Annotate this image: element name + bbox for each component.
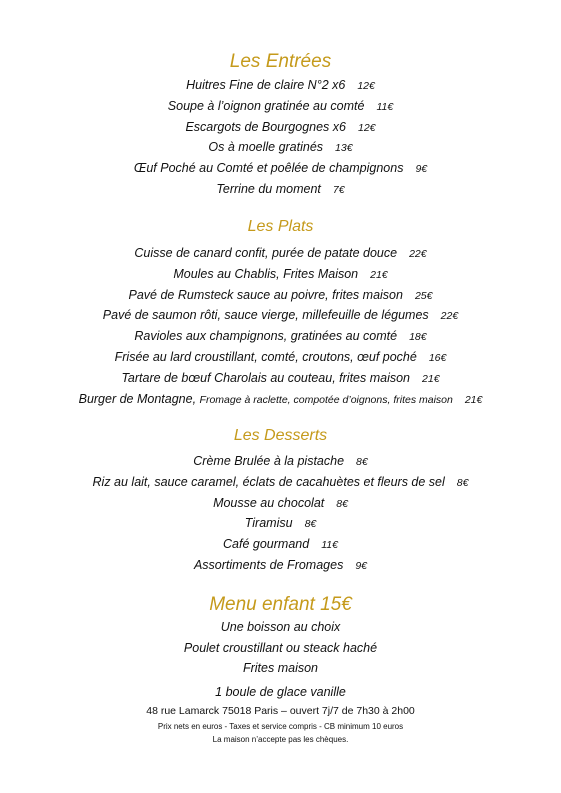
menu-item: Poulet croustillant ou steack haché (183, 640, 378, 655)
menu-item (0, 326, 561, 347)
item-name: Riz au lait, sauce caramel, éclats de cacahuètes et fleurs de sel (92, 474, 445, 489)
item-name: Escargots de Bourgognes x6 (185, 119, 346, 134)
item-detail: Fromage à raclette, compotée d’oignons, frites maison (199, 393, 453, 406)
item-price: 12€ (357, 80, 375, 92)
item-price: 11€ (376, 100, 394, 113)
menu-item (0, 368, 561, 389)
menu-item (0, 493, 561, 514)
section-title-menu-enfant: Menu enfant 15€ (209, 594, 352, 615)
item-name: Crème Brulée à la pistache (193, 454, 345, 468)
menu-item (0, 117, 561, 138)
item-price: 21€ (370, 268, 388, 281)
item-name: Moules au Chablis, Frites Maison (173, 266, 359, 281)
item-price: 9€ (355, 559, 368, 572)
item-price: 9€ (415, 163, 428, 176)
menu-item (0, 264, 561, 285)
item-name: Huitres Fine de claire N°2 x6 (186, 78, 346, 92)
item-name: Terrine du moment (216, 181, 321, 196)
item-name: Frisée au lard croustillant, comté, croutons, œuf poché (114, 349, 417, 364)
item-price: 22€ (409, 248, 427, 260)
item-name: Tartare de bœuf Charolais au couteau, frites maison (121, 370, 411, 385)
section-title-entrees: Les Entrées (229, 51, 332, 72)
item-name: Œuf Poché au Comté et poêlée de champignons (133, 161, 404, 176)
section-title-desserts: Les Desserts (233, 427, 328, 444)
menu-item (0, 555, 561, 576)
item-price: 8€ (304, 518, 317, 531)
item-price: 8€ (336, 497, 348, 510)
item-name: Assortiments de Fromages (193, 557, 344, 572)
desserts-list (0, 451, 561, 576)
entrees-list (0, 75, 561, 200)
item-price: 12€ (358, 121, 376, 134)
item-name: Mousse au chocolat (213, 495, 325, 510)
legal-notice: Prix nets en euros - Taxes et service compris - CB minimum 10 euros (157, 722, 404, 731)
menu-item (0, 158, 561, 179)
menu-item: Frites maison (242, 661, 319, 675)
menu-item: 1 boule de glace vanille (215, 684, 346, 699)
menu-item (0, 179, 561, 200)
item-name: Cuisse de canard confit, purée de patate douce (134, 246, 398, 260)
menu-item (0, 137, 561, 158)
item-price: 11€ (321, 539, 338, 552)
menu-item (0, 451, 561, 472)
item-price: 21€ (422, 372, 440, 385)
item-name: Pavé de saumon rôti, sauce vierge, millefeuille de légumes (102, 308, 429, 323)
item-price: 8€ (456, 476, 469, 489)
item-price: 13€ (335, 142, 353, 155)
item-name: Pavé de Rumsteck sauce au poivre, frites maison (128, 287, 403, 302)
menu-item (0, 472, 561, 493)
item-name: Ravioles aux champignons, gratinées au comté (134, 329, 398, 344)
plats-list (0, 243, 561, 409)
menu-item: Une boisson au choix (220, 620, 341, 634)
menu-item (0, 305, 561, 326)
item-name: Soupe à l’oignon gratinée au comté (167, 98, 365, 113)
item-price: 22€ (440, 310, 459, 323)
menu-enfant-list (0, 617, 561, 702)
item-name: Tiramisu (244, 516, 293, 531)
menu-item (0, 243, 561, 264)
menu-item (0, 513, 561, 534)
item-price: 25€ (414, 289, 433, 302)
restaurant-address: 48 rue Lamarck 75018 Paris – ouvert 7j/7 de 7h30 à 2h00 (146, 705, 415, 717)
item-name: Burger de Montagne, (78, 391, 197, 406)
item-price: 7€ (332, 183, 345, 196)
menu-item (0, 285, 561, 306)
item-price: 18€ (409, 331, 427, 344)
menu-item (0, 75, 561, 96)
menu-item (0, 347, 561, 368)
menu-item (0, 96, 561, 117)
item-name: Café gourmand (223, 537, 310, 552)
item-price: 8€ (356, 456, 368, 468)
item-name: Os à moelle gratinés (208, 140, 324, 155)
menu-item (0, 534, 561, 555)
item-price: 16€ (428, 351, 447, 364)
item-price: 21€ (464, 393, 483, 406)
menu-item (0, 389, 561, 410)
cheque-notice: La maison n’accepte pas les chèques. (212, 735, 349, 744)
section-title-plats: Les Plats (247, 218, 314, 235)
